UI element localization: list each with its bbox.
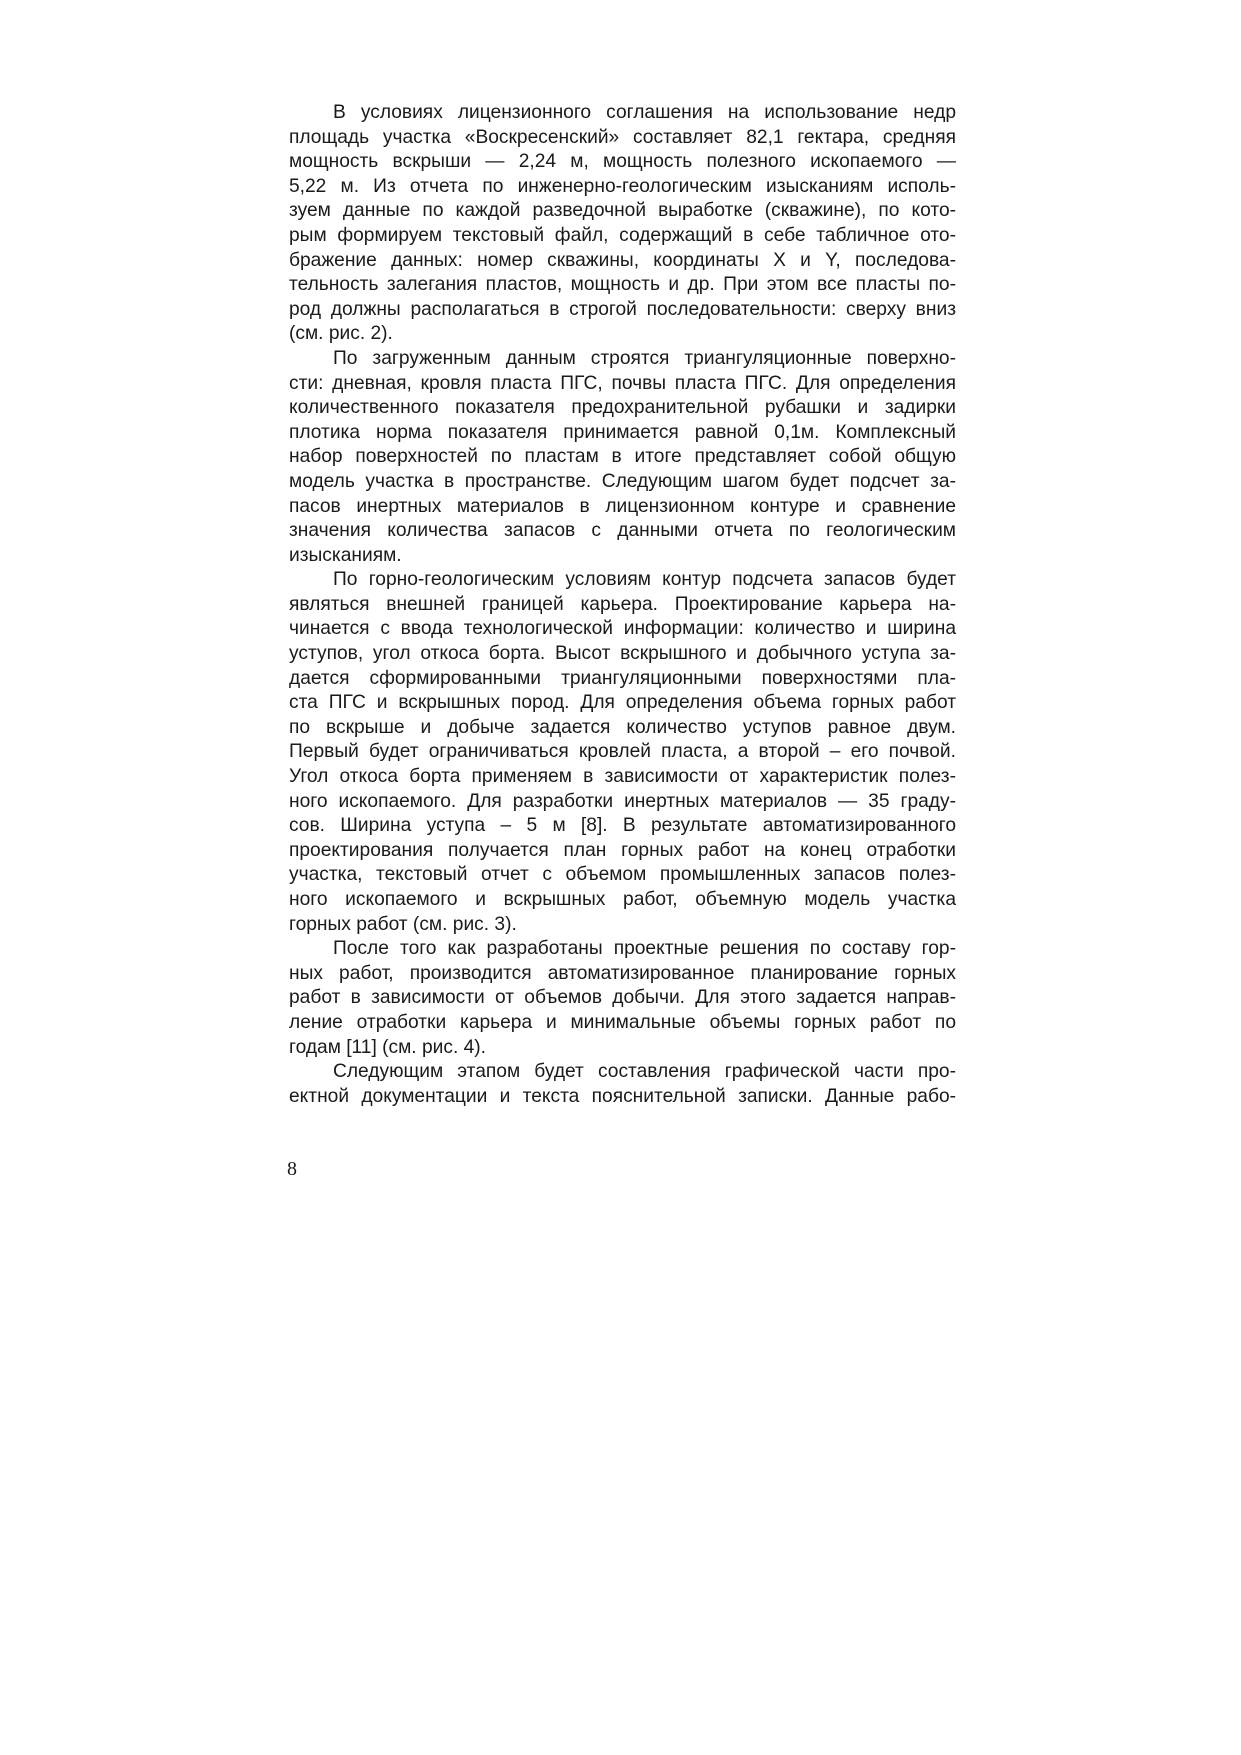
text-line: количественного показателя предохранительной рубашки и задирки xyxy=(289,397,956,419)
text-line: являться внешней границей карьера. Проектирование карьера на- xyxy=(289,593,956,615)
text-line: плотика норма показателя принимается равной 0,1м. Комплексный xyxy=(289,421,956,443)
paragraph xyxy=(289,1060,956,1109)
text-line: Следующим этапом будет составления графической части про- xyxy=(333,1061,956,1083)
text-line: площадь участка «Воскресенский» составляет 82,1 гектара, средняя xyxy=(289,126,956,148)
text-line: Угол откоса борта применяем в зависимости от характеристик полез- xyxy=(289,766,956,788)
text-line: Первый будет ограничиваться кровлей пласта, а второй – его почвой. xyxy=(289,741,956,763)
text-line: зуем данные по каждой разведочной выработке (скважине), по кото- xyxy=(289,200,956,222)
text-line: род должны располагаться в строгой последовательности: сверху вниз xyxy=(289,298,956,320)
text-line: значения количества запасов с данными отчета по геологическим xyxy=(289,520,956,542)
text-line: чинается с ввода технологической информации: количество и ширина xyxy=(289,618,956,640)
text-line: изысканиям. xyxy=(289,544,402,566)
text-line: По горно-геологическим условиям контур подсчета запасов будет xyxy=(333,569,956,591)
text-line: ление отработки карьера и минимальные объемы горных работ по xyxy=(289,1011,956,1033)
text-line: По загруженным данным строятся триангуляционные поверхно- xyxy=(333,347,956,369)
text-line: ста ПГС и вскрышных пород. Для определения объема горных работ xyxy=(289,692,956,714)
text-line: горных работ (см. рис. 3). xyxy=(289,913,517,935)
paragraph xyxy=(289,101,956,347)
text-line: (см. рис. 2). xyxy=(289,323,393,345)
text-line: уступов, угол откоса борта. Высот вскрышного и добычного уступа за- xyxy=(289,643,956,665)
text-line: дается сформированными триангуляционными поверхностями пла- xyxy=(289,667,956,689)
text-line: мощность вскрыши — 2,24 м, мощность полезного ископаемого — xyxy=(289,151,956,173)
text-line: рым формируем текстовый файл, содержащий в себе табличное ото- xyxy=(289,224,956,246)
text-line: 5,22 м. Из отчета по инженерно-геологическим изысканиям исполь- xyxy=(289,175,956,197)
text-line: участка, текстовый отчет с объемом промышленных запасов полез- xyxy=(289,864,956,886)
text-line: работ в зависимости от объемов добычи. Для этого задается направ- xyxy=(289,987,956,1009)
text-line: проектирования получается план горных работ на конец отработки xyxy=(289,839,956,861)
text-line: по вскрыше и добыче задается количество уступов равное двум. xyxy=(289,716,956,738)
text-line: бражение данных: номер скважины, координаты X и Y, последова- xyxy=(289,249,956,271)
text-line: пасов инертных материалов в лицензионном контуре и сравнение xyxy=(289,495,956,517)
text-line: модель участка в пространстве. Следующим шагом будет подсчет за- xyxy=(289,470,956,492)
text-line: ных работ, производится автоматизированное планирование горных xyxy=(289,962,956,984)
paragraph xyxy=(289,568,956,937)
text-line: сов. Ширина уступа – 5 м [8]. В результате автоматизированного xyxy=(289,815,956,837)
text-line: В условиях лицензионного соглашения на использование недр xyxy=(333,102,956,123)
text-line: тельность залегания пластов, мощность и др. При этом все пласты по- xyxy=(289,274,956,296)
text-line: ного ископаемого и вскрышных работ, объемную модель участка xyxy=(289,889,956,910)
text-line: ектной документации и текста пояснительной записки. Данные рабо- xyxy=(289,1085,956,1107)
text-line: сти: дневная, кровля пласта ПГС, почвы пласта ПГС. Для определения xyxy=(289,372,956,394)
text-line: набор поверхностей по пластам в итоге представляет собой общую xyxy=(289,446,956,468)
text-line: ного ископаемого. Для разработки инертных материалов — 35 граду- xyxy=(289,790,956,812)
body-text xyxy=(289,101,956,1109)
text-line: После того как разработаны проектные решения по составу гор- xyxy=(333,938,956,960)
paragraph xyxy=(289,347,956,568)
page-number: 8 xyxy=(287,1158,297,1180)
text-line: годам [11] (см. рис. 4). xyxy=(289,1036,486,1058)
paragraph xyxy=(289,937,956,1060)
